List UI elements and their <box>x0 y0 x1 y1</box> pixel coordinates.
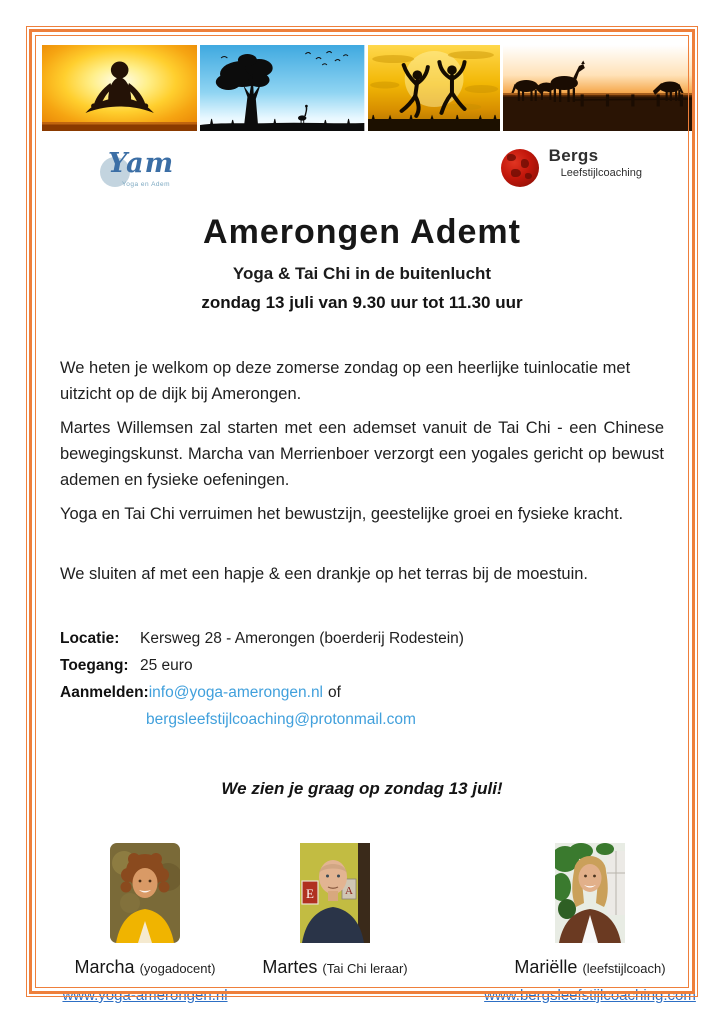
paragraph-program: Martes Willemsen zal starten met een ademset vanuit de Tai Chi - een Chinese bewegingskunst. Marcha van Merrienboer verzorgt een yogales gericht op bewust ademen en fysieke oefeningen. <box>60 419 664 489</box>
teacher-name <box>514 957 665 978</box>
bergsleefstijlcoaching-link[interactable]: www.bergsleefstijlcoaching.com <box>484 987 696 1004</box>
bergs-logo-subtitle: Leefstijlcoaching <box>560 167 642 179</box>
signup-email-bergs-link[interactable]: bergsleefstijlcoaching@protonmail.com <box>146 711 416 728</box>
event-details <box>60 625 664 733</box>
martes-portrait <box>300 843 370 943</box>
bergs-logo-text <box>549 147 642 179</box>
location-label: Locatie: <box>60 630 120 647</box>
teacher-name <box>75 957 216 978</box>
admission-label: Toegang: <box>60 657 129 674</box>
admission-row <box>60 652 664 679</box>
signup-row <box>60 679 664 706</box>
admission-value: 25 euro <box>140 657 193 674</box>
tree-sky-image <box>200 45 364 131</box>
teacher-marcha-column <box>60 843 230 1004</box>
marielle-role: (leefstijlcoach) <box>582 961 666 976</box>
page-title: Amerongen Ademt <box>203 213 521 251</box>
signup-connector: of <box>328 684 341 701</box>
body-content <box>0 355 724 799</box>
paragraph-welcome: We heten je welkom op deze zomerse zondag op een heerlijke tuinlocatie met uitzicht op de dijk bij Amerongen. <box>60 359 631 403</box>
dancers-sunset-image <box>368 45 500 131</box>
marielle-portrait <box>555 843 625 943</box>
teachers-row <box>0 843 724 1004</box>
location-row <box>60 625 664 652</box>
yoga-amerongen-link[interactable]: www.yoga-amerongen.nl <box>62 987 228 1004</box>
horses-sunset-image <box>503 45 693 131</box>
teacher-martes-column <box>250 843 420 1004</box>
closing-tagline: We zien je graag op zondag 13 juli! <box>221 779 503 798</box>
yam-logo-subtext: Yoga en Adem <box>122 181 171 188</box>
marcha-portrait <box>110 843 180 943</box>
teacher-marielle-column <box>484 843 696 1004</box>
martes-role: (Tai Chi leraar) <box>322 961 408 976</box>
bergs-logo-circle <box>501 149 539 187</box>
paragraph-closing: We sluiten af met een hapje & een drankje op het terras bij de moestuin. <box>60 565 589 583</box>
body-text <box>60 355 664 587</box>
photo-letter-a: A <box>345 885 353 897</box>
martes-name: Martes <box>262 957 318 977</box>
page-subtitle: Yoga & Tai Chi in de buitenlucht <box>232 264 492 283</box>
meditation-sunset-image <box>42 45 197 131</box>
paragraph-benefits: Yoga en Tai Chi verruimen het bewustzijn, geestelijke groei en fysieke kracht. <box>60 505 624 523</box>
bergs-logo <box>501 147 642 187</box>
signup-values <box>149 679 341 706</box>
location-value: Kersweg 28 - Amerongen (boerderij Rodestein) <box>140 630 464 647</box>
marielle-name: Mariëlle <box>514 957 578 977</box>
marcha-name: Marcha <box>74 957 135 977</box>
marcha-role: (yogadocent) <box>139 961 216 976</box>
photo-banner <box>42 45 684 131</box>
logos-row <box>98 147 642 197</box>
bergs-logo-title: Bergs <box>548 146 599 165</box>
yam-logo <box>98 147 218 197</box>
yam-logo-word: Yam <box>108 148 175 179</box>
signup-label: Aanmelden: <box>60 684 149 701</box>
event-dateline: zondag 13 juli van 9.30 uur tot 11.30 uur <box>201 293 523 312</box>
teacher-name <box>262 957 407 978</box>
signup-row-2 <box>60 706 664 733</box>
signup-email-yoga-link[interactable]: info@yoga-amerongen.nl <box>148 684 324 701</box>
photo-letter-e: E <box>306 886 314 901</box>
